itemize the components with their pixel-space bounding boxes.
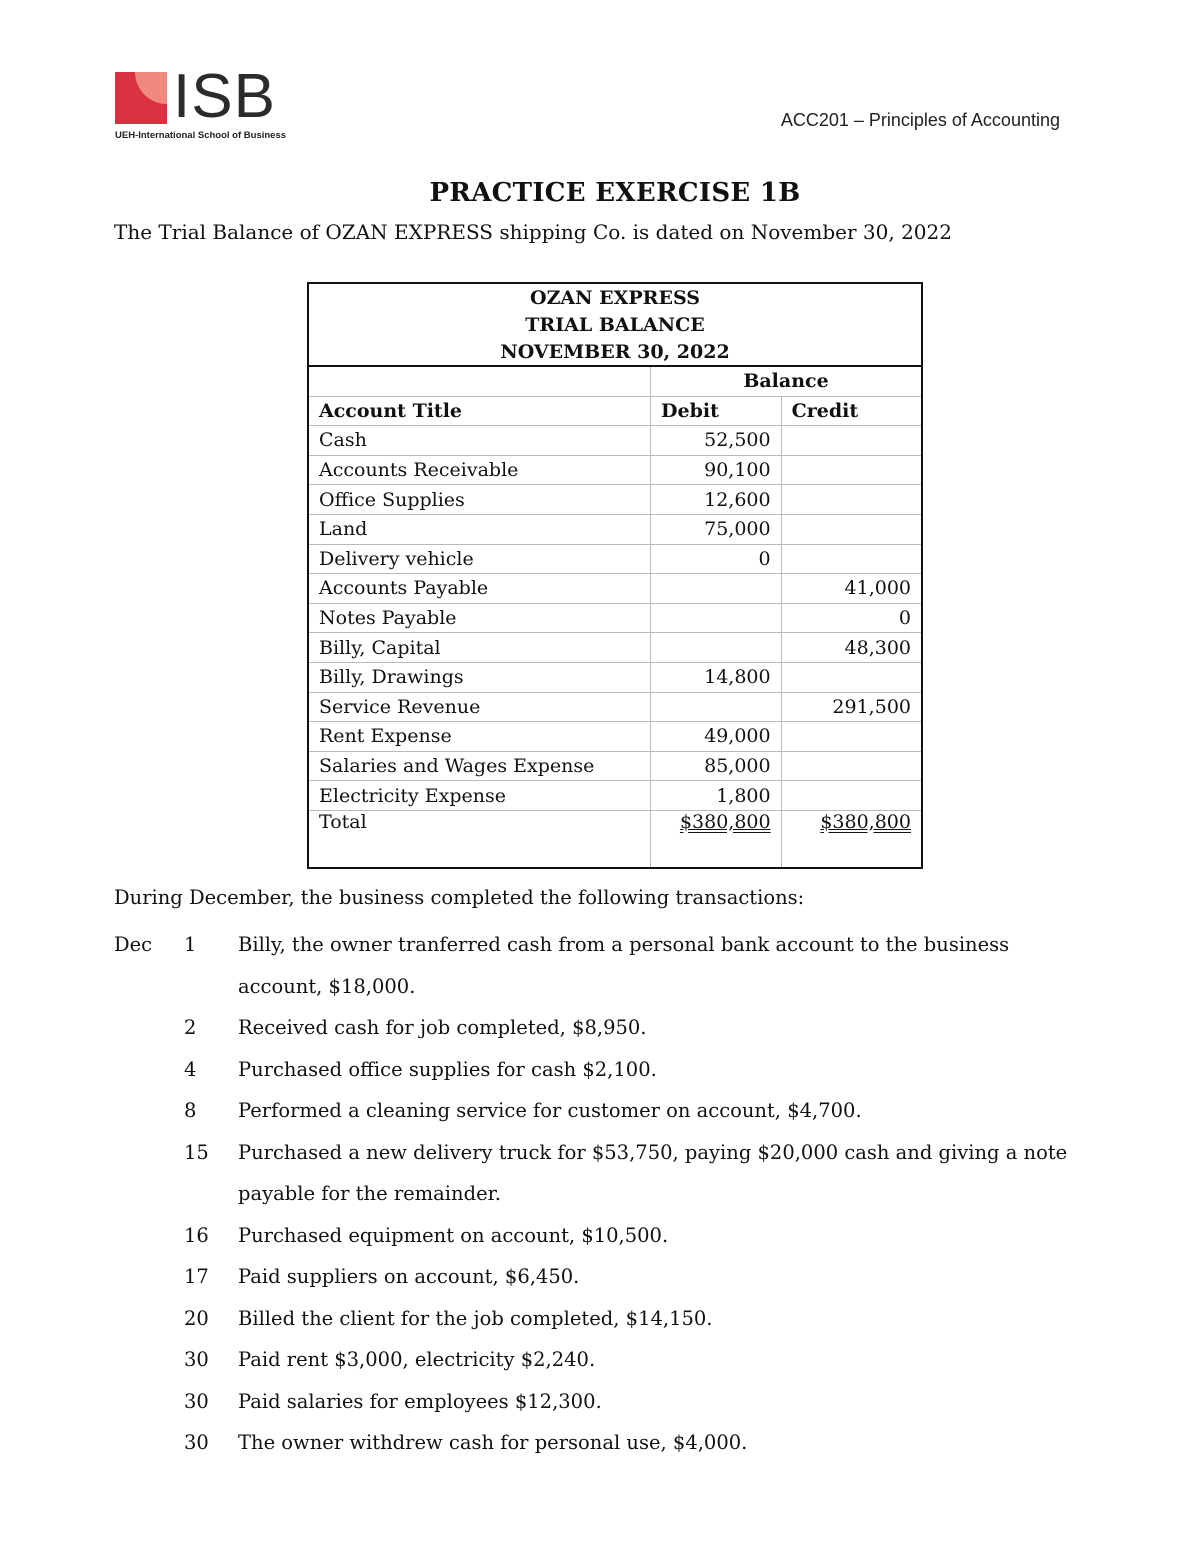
transaction-month (114, 1381, 184, 1423)
tb-balance-header: Balance (651, 366, 922, 396)
transaction-day: 30 (184, 1348, 209, 1371)
tb-cell-credit (781, 455, 922, 485)
transaction-continuation (114, 1173, 1094, 1215)
transaction-item (114, 1090, 1094, 1132)
transaction-text: Received cash for job completed, $8,950. (238, 1016, 647, 1039)
tb-col-credit: Credit (781, 396, 922, 426)
transaction-month (114, 1090, 184, 1132)
tb-cell-account: Billy, Capital (308, 633, 651, 663)
trial-balance-table (307, 282, 923, 869)
transaction-text: Performed a cleaning service for customer on account, $4,700. (238, 1099, 862, 1122)
tb-cell-debit: 14,800 (651, 662, 782, 692)
tb-cell-credit (781, 544, 922, 574)
tb-cell-credit (781, 514, 922, 544)
page-title: PRACTICE EXERCISE 1B (429, 178, 801, 208)
transaction-text: Paid rent $3,000, electricity $2,240. (238, 1348, 596, 1371)
transaction-day: 8 (184, 1099, 197, 1122)
tb-cell-debit (651, 692, 782, 722)
tb-cell-account: Electricity Expense (308, 781, 651, 811)
transaction-item (114, 1422, 1094, 1464)
transaction-continuation (114, 966, 1094, 1008)
page-subtitle: The Trial Balance of OZAN EXPRESS shipping Co. is dated on November 30, 2022 (114, 220, 952, 244)
transaction-day: 17 (184, 1265, 209, 1288)
transaction-text-cont: account, $18,000. (238, 974, 416, 998)
tb-cell-account: Land (308, 514, 651, 544)
table-row (308, 633, 922, 663)
tb-col-debit: Debit (651, 396, 782, 426)
table-row (308, 514, 922, 544)
transaction-day: 16 (184, 1223, 209, 1247)
tb-total-label: Total (308, 810, 651, 868)
transaction-text: Purchased a new delivery truck for $53,750, paying $20,000 cash and giving a note (238, 1140, 1068, 1164)
tb-cell-debit (651, 603, 782, 633)
tb-cell-account: Billy, Drawings (308, 662, 651, 692)
transaction-text: Billed the client for the job completed, $14,150. (238, 1306, 713, 1330)
spacer (114, 1173, 184, 1215)
tb-col-account: Account Title (308, 396, 651, 426)
transaction-month (114, 1256, 184, 1298)
tb-cell-credit: 0 (781, 603, 922, 633)
tb-cell-debit: 12,600 (651, 485, 782, 515)
tb-cell-account: Cash (308, 426, 651, 456)
table-row (308, 574, 922, 604)
transaction-item (114, 1215, 1094, 1257)
transaction-month (114, 1215, 184, 1257)
transaction-month (114, 1007, 184, 1049)
transaction-month (114, 1339, 184, 1381)
tb-cell-account: Notes Payable (308, 603, 651, 633)
spacer (184, 1173, 238, 1215)
transaction-month: Dec (114, 933, 153, 956)
tb-company: OZAN EXPRESS (530, 286, 700, 309)
tb-cell-debit: 0 (651, 544, 782, 574)
logo-subtitle: UEH-International School of Business (115, 130, 287, 141)
transaction-item (114, 1381, 1094, 1423)
tb-cell-debit: 75,000 (651, 514, 782, 544)
tb-cell-credit (781, 781, 922, 811)
transaction-month (114, 1298, 184, 1340)
tb-cell-account: Salaries and Wages Expense (308, 751, 651, 781)
transaction-text: The owner withdrew cash for personal use, $4,000. (238, 1431, 748, 1454)
tb-cell-credit: 48,300 (781, 633, 922, 663)
tb-cell-debit (651, 574, 782, 604)
logo-brand-text: ISB (173, 62, 276, 131)
tb-date: NOVEMBER 30, 2022 (308, 338, 922, 366)
tb-cell-credit (781, 751, 922, 781)
tb-cell-debit: 52,500 (651, 426, 782, 456)
transaction-item (114, 1298, 1094, 1340)
tb-cell-account: Service Revenue (308, 692, 651, 722)
transaction-text: Billy, the owner tranferred cash from a personal bank account to the business (238, 933, 1010, 956)
table-row (308, 544, 922, 574)
tb-cell-debit: 49,000 (651, 722, 782, 752)
tb-cell-account: Accounts Receivable (308, 455, 651, 485)
tb-cell-credit (781, 662, 922, 692)
transaction-day: 4 (184, 1057, 197, 1081)
transaction-month (114, 1132, 184, 1174)
table-row (308, 692, 922, 722)
transaction-text-cont: payable for the remainder. (238, 1182, 501, 1205)
tb-statement: TRIAL BALANCE (525, 313, 705, 336)
tb-blank-cell (308, 366, 651, 396)
transaction-item (114, 1132, 1094, 1174)
tb-total-debit: $380,800 (651, 810, 782, 868)
tb-cell-credit (781, 485, 922, 515)
transaction-day: 30 (184, 1431, 209, 1454)
transaction-day: 20 (184, 1306, 209, 1330)
tb-cell-credit: 291,500 (781, 692, 922, 722)
transactions-list (114, 924, 1094, 1464)
isb-logo (115, 62, 290, 144)
tb-total-credit: $380,800 (781, 810, 922, 868)
table-row (308, 485, 922, 515)
transaction-text: Paid suppliers on account, $6,450. (238, 1265, 580, 1288)
tb-cell-account: Office Supplies (308, 485, 651, 515)
table-row (308, 455, 922, 485)
tb-cell-debit: 1,800 (651, 781, 782, 811)
transactions-intro: During December, the business completed the following transactions: (114, 886, 805, 909)
tb-cell-credit (781, 722, 922, 752)
transaction-day: 1 (184, 933, 197, 956)
tb-cell-account: Rent Expense (308, 722, 651, 752)
transaction-item (114, 1256, 1094, 1298)
transaction-item (114, 924, 1094, 966)
table-row (308, 751, 922, 781)
transaction-day: 15 (184, 1140, 209, 1164)
tb-cell-account: Delivery vehicle (308, 544, 651, 574)
course-header: ACC201 – Principles of Accounting (780, 110, 1060, 130)
table-row (308, 781, 922, 811)
tb-cell-account: Accounts Payable (308, 574, 651, 604)
transaction-day: 2 (184, 1016, 197, 1039)
spacer (114, 966, 184, 1008)
transaction-month (114, 1049, 184, 1091)
transaction-text: Paid salaries for employees $12,300. (238, 1389, 602, 1413)
table-row (308, 662, 922, 692)
tb-cell-credit (781, 426, 922, 456)
table-row (308, 603, 922, 633)
transaction-item (114, 1339, 1094, 1381)
tb-cell-debit: 90,100 (651, 455, 782, 485)
spacer (184, 966, 238, 1008)
tb-cell-credit: 41,000 (781, 574, 922, 604)
transaction-item (114, 1049, 1094, 1091)
tb-cell-debit (651, 633, 782, 663)
table-row (308, 722, 922, 752)
transaction-text: Purchased equipment on account, $10,500. (238, 1223, 669, 1247)
transaction-day: 30 (184, 1389, 209, 1413)
transaction-month (114, 1422, 184, 1464)
tb-cell-debit: 85,000 (651, 751, 782, 781)
table-row (308, 426, 922, 456)
transaction-item (114, 1007, 1094, 1049)
transaction-text: Purchased office supplies for cash $2,100. (238, 1057, 657, 1081)
